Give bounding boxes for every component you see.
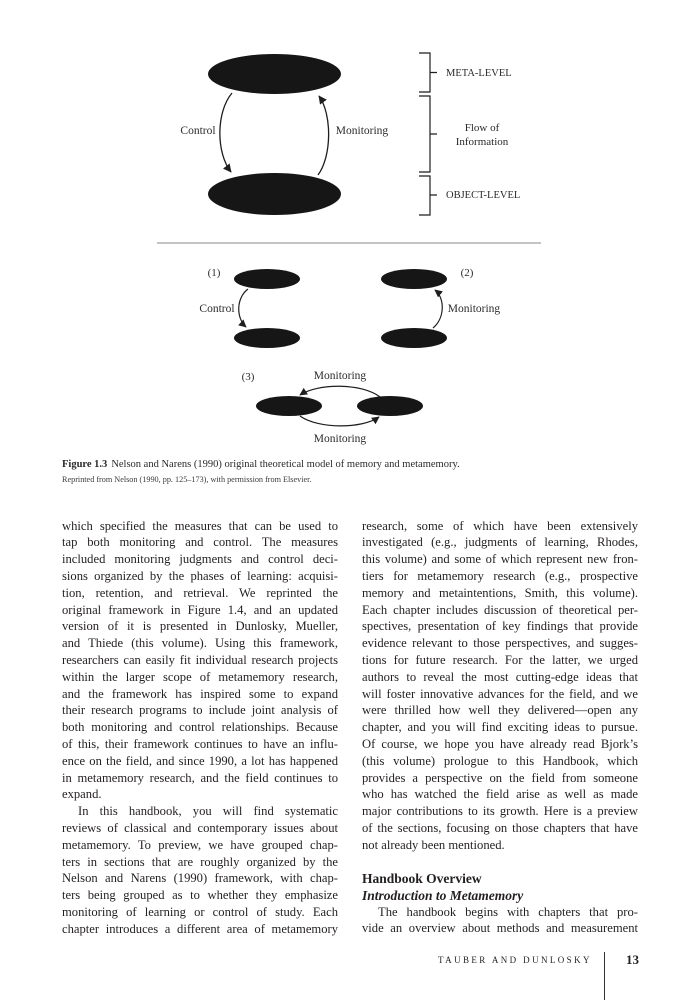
text-line: ters being grouped as to whether they emphasize xyxy=(62,888,338,903)
panel-2 xyxy=(381,267,500,348)
text-line: Each chapter includes discussion of theoretical per- xyxy=(362,602,638,617)
panel-2-label: Monitoring xyxy=(447,303,501,315)
text-line: metamemory. To preview, we have grouped chap- xyxy=(62,837,338,852)
section-heading: Handbook Overview xyxy=(362,870,482,886)
monitoring-arrow xyxy=(318,96,329,175)
text-line: who has watched the field arise as well as made xyxy=(362,787,638,802)
object-level-node xyxy=(208,173,341,215)
panel-1-meta-node xyxy=(234,269,300,289)
caption-text: Nelson and Narens (1990) original theoretical model of memory and metamemory. xyxy=(111,459,460,470)
panel-2-meta-node xyxy=(381,269,447,289)
text-line: researchers can easily fit individual research projects xyxy=(62,652,338,667)
text-line: tap both monitoring and control. The measures xyxy=(62,535,338,550)
text-line: The handbook begins with chapters that pro- xyxy=(378,904,638,919)
text-line: (this volume) prologue to this Handbook, which xyxy=(362,753,638,768)
text-line: provides a perspective on the field from someone xyxy=(362,770,638,785)
running-head: TAUBER AND DUNLOSKY xyxy=(438,955,592,965)
panel-3-number: (3) xyxy=(241,371,255,383)
text-line: spectives, presentation of key findings that provide xyxy=(362,619,638,634)
text-line: research, some of which have been extensively xyxy=(362,518,638,533)
meta-level-bracket xyxy=(419,53,437,92)
text-line: tiers for metamemory research (e.g., prospective xyxy=(362,568,638,583)
panel-1-number: (1) xyxy=(207,267,221,279)
text-line: In this handbook, you will find systematic xyxy=(78,804,338,819)
figure-label: Figure 1.3 xyxy=(62,459,108,470)
text-line: tion, retention, and retrieval. We reprinted the xyxy=(62,585,338,600)
flow-label-line-2: Information xyxy=(455,136,509,148)
text-line: of the sections, focusing on those chapters that have xyxy=(362,820,638,835)
text-line: included monitoring judgments and control deci- xyxy=(62,552,338,567)
text-line: evidence relevant to those perspectives, and sugges- xyxy=(362,636,638,651)
text-line: memory and metaintentions, Smith, this volume). xyxy=(362,585,638,600)
monitoring-label: Monitoring xyxy=(335,125,389,137)
text-line: sions organized by the phases of learning: acquisi- xyxy=(62,568,338,583)
text-line: Nelson and Narens (1990) framework, with chap- xyxy=(62,871,338,886)
meta-level-label: META-LEVEL xyxy=(446,68,512,79)
subsection-heading: Introduction to Metamemory xyxy=(362,887,524,903)
panel-3 xyxy=(242,370,423,445)
panel-3-left-node xyxy=(256,396,322,416)
text-line: ence on the field, and since 1990, a lot has happened xyxy=(62,753,338,768)
text-line: vide an overview about methods and measurement xyxy=(362,921,638,936)
text-line: of this, their framework continues to have an influ- xyxy=(62,736,338,751)
right-column xyxy=(362,518,638,938)
meta-level-node xyxy=(208,54,341,94)
figure-caption xyxy=(62,458,460,472)
flow-bracket xyxy=(419,96,437,172)
control-label: Control xyxy=(180,125,216,137)
text-line: their research programs to include joint analysis of xyxy=(62,703,338,718)
metamemory-model-figure xyxy=(0,0,700,455)
panel-1 xyxy=(199,267,300,348)
panel-3-top-arrow xyxy=(300,386,380,397)
text-line: ters in sections that are roughly organized by the xyxy=(62,854,338,869)
panel-3-label-bottom: Monitoring xyxy=(313,433,367,445)
text-line: expand. xyxy=(62,787,102,802)
text-line: were thrilled how well they delivered—open any xyxy=(362,703,638,718)
panel-3-right-node xyxy=(357,396,423,416)
text-line: Of course, we hope you have already read Bjork’s xyxy=(362,736,638,751)
panel-3-bottom-arrow xyxy=(300,416,379,426)
text-line: authors to reveal the most cutting-edge ideas that xyxy=(362,669,638,684)
text-line: not already been mentioned. xyxy=(362,837,505,852)
figure-credit: Reprinted from Nelson (1990, pp. 125–173), with permission from Elsevier. xyxy=(62,475,312,484)
top-diagram xyxy=(180,53,520,215)
object-level-label: OBJECT-LEVEL xyxy=(446,190,521,201)
text-line: and the framework has inspired some to expand xyxy=(62,686,338,701)
panel-2-monitoring-arrow xyxy=(433,290,442,328)
text-line: chapter introduces a different area of metamemory xyxy=(62,921,338,936)
text-line: will foster innovative advances for the field, and we xyxy=(362,686,638,701)
text-line: version of it is presented in Dunlosky, Mueller, xyxy=(62,619,338,634)
text-line: reviews of classical and contemporary issues about xyxy=(62,820,338,835)
panel-1-label: Control xyxy=(199,303,235,315)
text-line: tions for future research. For the latter, we urged xyxy=(362,652,638,667)
object-level-bracket xyxy=(419,176,437,215)
control-arrow xyxy=(220,93,232,172)
text-line: chapter, and you will find exciting ideas to pursue. xyxy=(362,720,638,735)
panel-2-object-node xyxy=(381,328,447,348)
text-line: in metamemory research, and the field continues to xyxy=(62,770,338,785)
page-number: 13 xyxy=(626,952,639,967)
text-line: this volume) and some of which represent new fron- xyxy=(362,552,638,567)
panel-1-control-arrow xyxy=(239,289,248,327)
text-line: original framework in Figure 1.4, and an updated xyxy=(62,602,338,617)
footer-divider xyxy=(604,952,605,1000)
flow-label-line-1: Flow of xyxy=(464,122,500,134)
text-line: and Thiede (this volume). Using this framework, xyxy=(62,636,338,651)
text-line: monitoring of learning or control of study. Each xyxy=(62,904,338,919)
left-column xyxy=(62,518,338,938)
text-line: both monitoring and control relationships. Because xyxy=(62,720,338,735)
panel-2-number: (2) xyxy=(460,267,474,279)
text-line: major contributions to its growth. Here is a preview xyxy=(362,804,638,819)
panel-3-label-top: Monitoring xyxy=(313,370,367,382)
text-line: within the larger scope of metamemory research, xyxy=(62,669,338,684)
text-line: investigated (e.g., judgments of learning, Rhodes, xyxy=(362,535,638,550)
text-line: which specified the measures that can be used to xyxy=(62,518,338,533)
panel-1-object-node xyxy=(234,328,300,348)
